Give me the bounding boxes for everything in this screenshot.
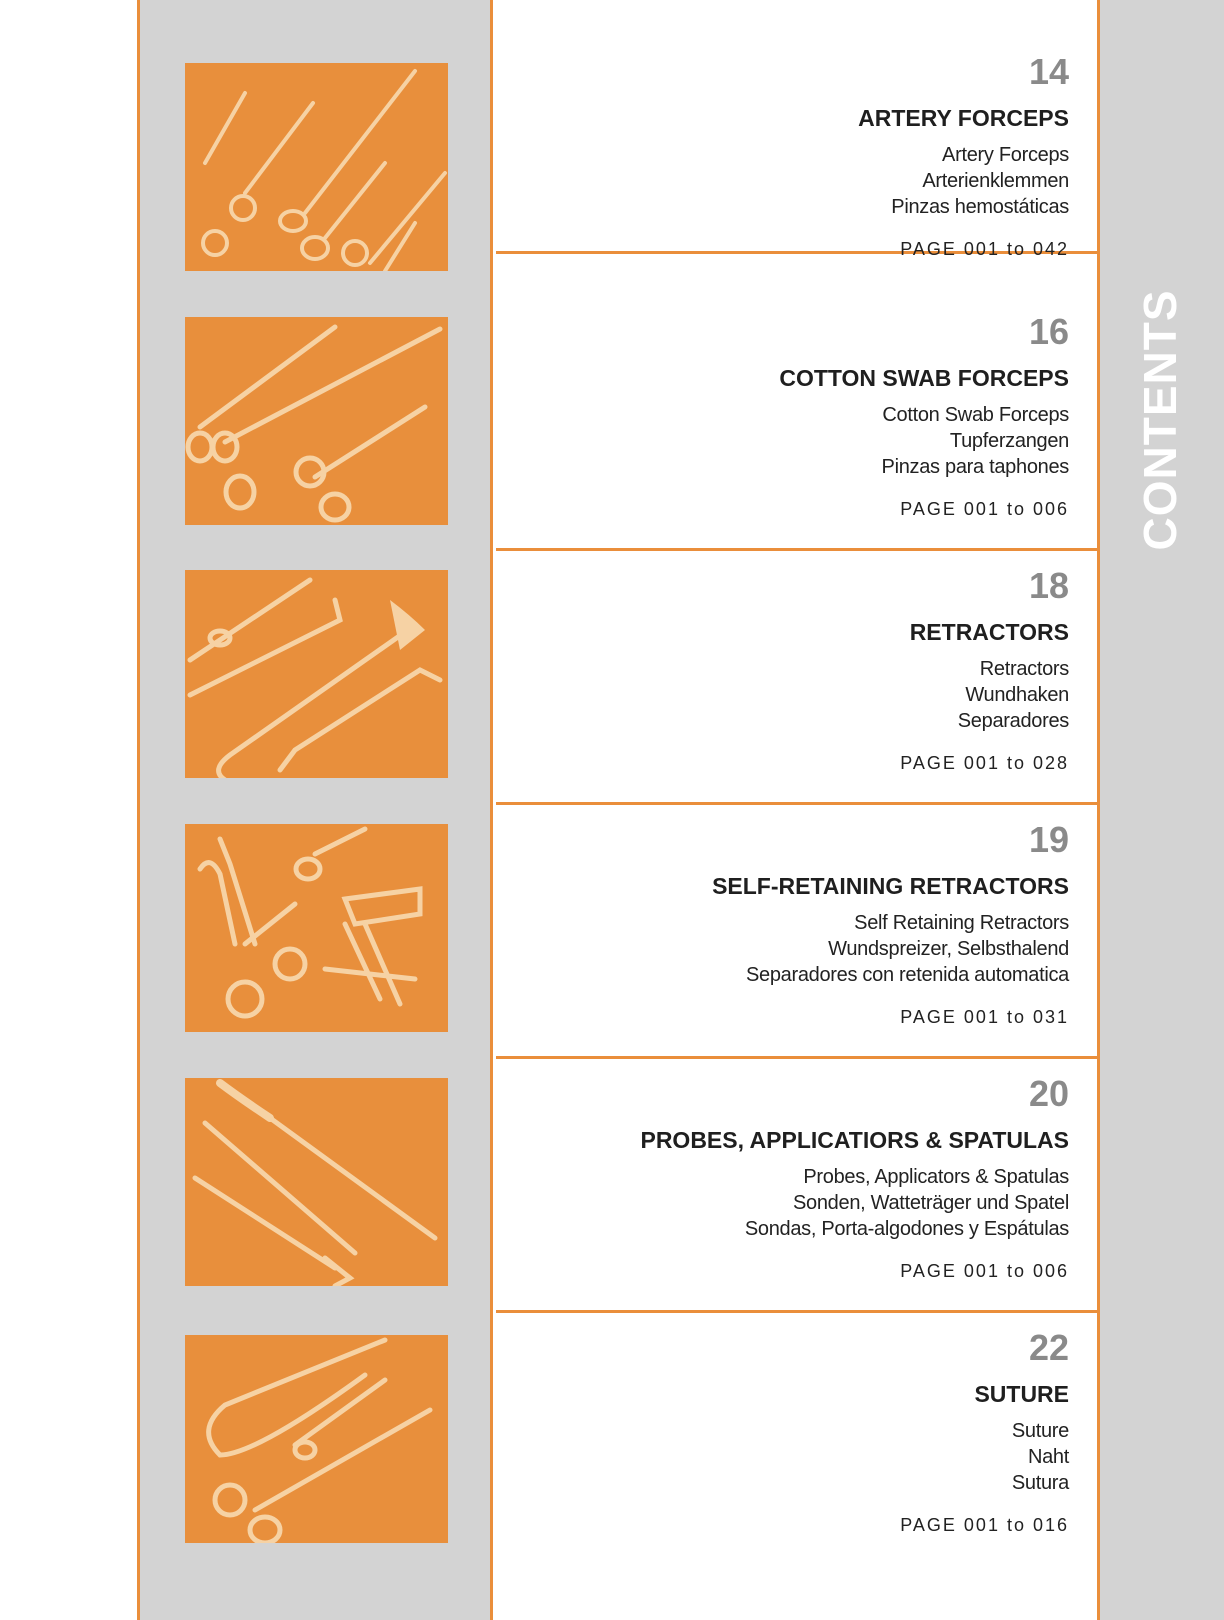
subtitle-en: Artery Forceps — [942, 144, 1069, 166]
page-range[interactable]: PAGE 001 to 006 — [900, 499, 1069, 519]
section-retractors[interactable] — [496, 551, 1097, 805]
subtitle-en: Probes, Applicators & Spatulas — [803, 1166, 1069, 1188]
page-range[interactable]: PAGE 001 to 031 — [900, 1007, 1069, 1027]
section-probes-applicators-spatulas[interactable] — [496, 1059, 1097, 1313]
subtitle-en: Suture — [1011, 1420, 1069, 1442]
section-artery-forceps[interactable] — [496, 0, 1097, 259]
subtitle-en: Retractors — [979, 658, 1069, 680]
subtitle-de: Sonden, Watteträger und Spatel — [792, 1192, 1069, 1214]
subtitle-es: Separadores — [957, 710, 1069, 732]
section-number: 19 — [1028, 819, 1069, 860]
subtitle-es: Sutura — [1011, 1472, 1069, 1494]
section-number: 22 — [1028, 1327, 1069, 1368]
section-number: 16 — [1028, 311, 1069, 352]
suture-needle-holder-icon — [185, 1335, 448, 1543]
section-title: ARTERY FORCEPS — [858, 105, 1069, 131]
subtitle-de: Tupferzangen — [949, 430, 1069, 452]
section-title: SELF-RETAINING RETRACTORS — [712, 873, 1069, 899]
subtitle-es: Pinzas hemostáticas — [891, 196, 1069, 218]
page-range[interactable]: PAGE 001 to 028 — [900, 753, 1069, 773]
subtitle-de: Wundspreizer, Selbsthalend — [828, 938, 1069, 960]
subtitle-en: Self Retaining Retractors — [854, 912, 1069, 934]
section-title: SUTURE — [974, 1381, 1069, 1407]
artery-forceps-icon — [185, 63, 448, 271]
page-range[interactable]: PAGE 001 to 006 — [900, 1261, 1069, 1281]
section-self-retaining-retractors[interactable] — [496, 805, 1097, 1059]
subtitle-es: Pinzas para taphones — [881, 456, 1069, 478]
contents-vertical-title: CONTENTS — [1134, 289, 1186, 551]
self-retaining-retractors-icon — [185, 824, 448, 1032]
subtitle-es: Separadores con retenida automatica — [745, 964, 1069, 986]
subtitle-es: Sondas, Porta-algodones y Espátulas — [744, 1218, 1069, 1240]
section-number: 14 — [1028, 51, 1069, 92]
section-number: 20 — [1028, 1073, 1069, 1114]
retractors-icon — [185, 570, 448, 778]
section-cotton-swab-forceps[interactable] — [496, 297, 1097, 551]
section-number: 18 — [1028, 565, 1069, 606]
subtitle-de: Wundhaken — [965, 684, 1069, 706]
cotton-swab-forceps-icon — [185, 317, 448, 525]
probes-spatulas-icon — [185, 1078, 448, 1286]
right-title-band — [1097, 0, 1224, 1620]
page-range[interactable]: PAGE 001 to 042 — [900, 239, 1069, 259]
section-title: PROBES, APPLICATIORS & SPATULAS — [640, 1127, 1069, 1153]
section-suture[interactable] — [496, 1313, 1097, 1620]
section-title: RETRACTORS — [909, 619, 1069, 645]
page-range[interactable]: PAGE 001 to 016 — [900, 1515, 1069, 1535]
subtitle-de: Naht — [1027, 1446, 1069, 1468]
subtitle-de: Arterienklemmen — [922, 170, 1069, 192]
section-title: COTTON SWAB FORCEPS — [779, 365, 1069, 391]
subtitle-en: Cotton Swab Forceps — [882, 404, 1069, 426]
